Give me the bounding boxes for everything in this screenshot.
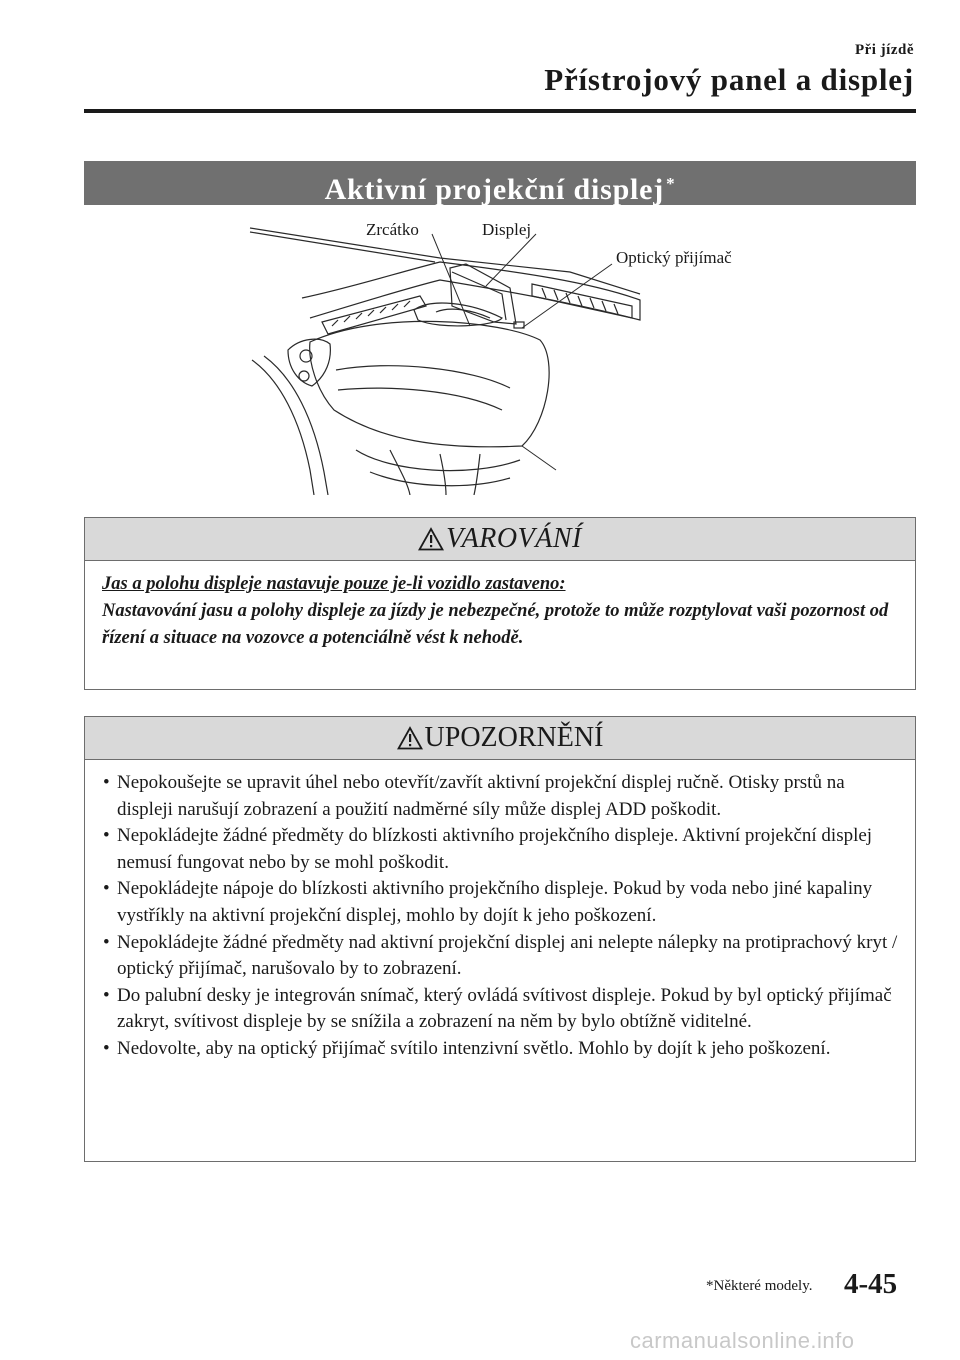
caution-header [85,717,915,760]
caution-item [101,983,899,1036]
warning-body [85,561,915,652]
caution-item [101,930,899,983]
caution-item-text: Nepokládejte žádné předměty do blízkosti aktivního projekčního displeje. Aktivní projekční displej nemusí fungovat nebo by se mohl poškodit. [117,825,873,873]
bullet: • [103,931,110,953]
warning-title: VAROVÁNÍ [446,523,582,554]
dashboard-illustration [240,210,760,495]
page-number: 4-45 [844,1268,898,1300]
display-label: Displej [482,220,532,239]
sensor-label: Optický přijímač [616,248,732,267]
caution-item-text: Nepokládejte nápoje do blízkosti aktivního projekčního displeje. Pokud by voda nebo jiné kapaliny vystříkly na aktivní projekční displej, mohlo by dojít k jeho poškození. [117,878,873,926]
caution-item [101,823,899,876]
bullet: • [103,984,110,1006]
section-asterisk: * [666,174,676,193]
caution-triangle-icon [397,721,423,763]
caution-list [85,760,915,1063]
warning-box [84,517,916,690]
header-rule [84,109,916,113]
footnote: *Některé modely. [706,1278,813,1294]
chapter-label: Při jízdě [854,42,914,58]
watermark: carmanualsonline.info [630,1328,855,1353]
bullet: • [103,825,110,847]
section-title-band [84,161,916,205]
caution-item-text: Nepokládejte žádné předměty nad aktivní projekční displej ani nelepte nálepky na protiprachový kryt / optický přijímač, narušovalo by to zobrazení. [117,931,898,980]
bullet: • [103,1037,110,1059]
page-title: Přístrojový panel a displej [544,62,914,97]
caution-item [101,770,899,823]
caution-item-text: Nedovolte, aby na optický přijímač svítilo intenzivní světlo. Mohlo by dojít k jeho poškození. [117,1037,831,1059]
caution-title: UPOZORNĚNÍ [424,722,604,753]
mirror-label: Zrcátko [366,220,419,239]
bullet: • [103,878,110,900]
section-title: Aktivní projekční displej [324,173,665,206]
caution-item-text: Do palubní desky je integrován snímač, který ovládá svítivost displeje. Pokud by byl optický přijímač zakryt, svítivost displeje by se snížila a zobrazení na něm by bylo obtížně viditelné. [117,984,892,1033]
caution-item [101,1036,899,1063]
caution-item-text: Nepokoušejte se upravit úhel nebo otevřít/zavřít aktivní projekční displej ručně. Otisky prstů na displeji narušují zobrazení a použití nadměrné síly může displej ADD poškodit. [117,772,845,820]
warning-triangle-icon [418,522,444,564]
warning-header [85,518,915,561]
bullet: • [103,772,110,793]
caution-item [101,876,899,929]
caution-box [84,716,916,1162]
warning-text: Nastavování jasu a polohy displeje za jízdy je nebezpečné, protože to může rozptylovat vaši pozornost od řízení a situace na vozovce a potenciálně vést k nehodě. [102,601,889,648]
warning-heading: Jas a polohu displeje nastavuje pouze je-li vozidlo zastaveno: [102,574,566,594]
